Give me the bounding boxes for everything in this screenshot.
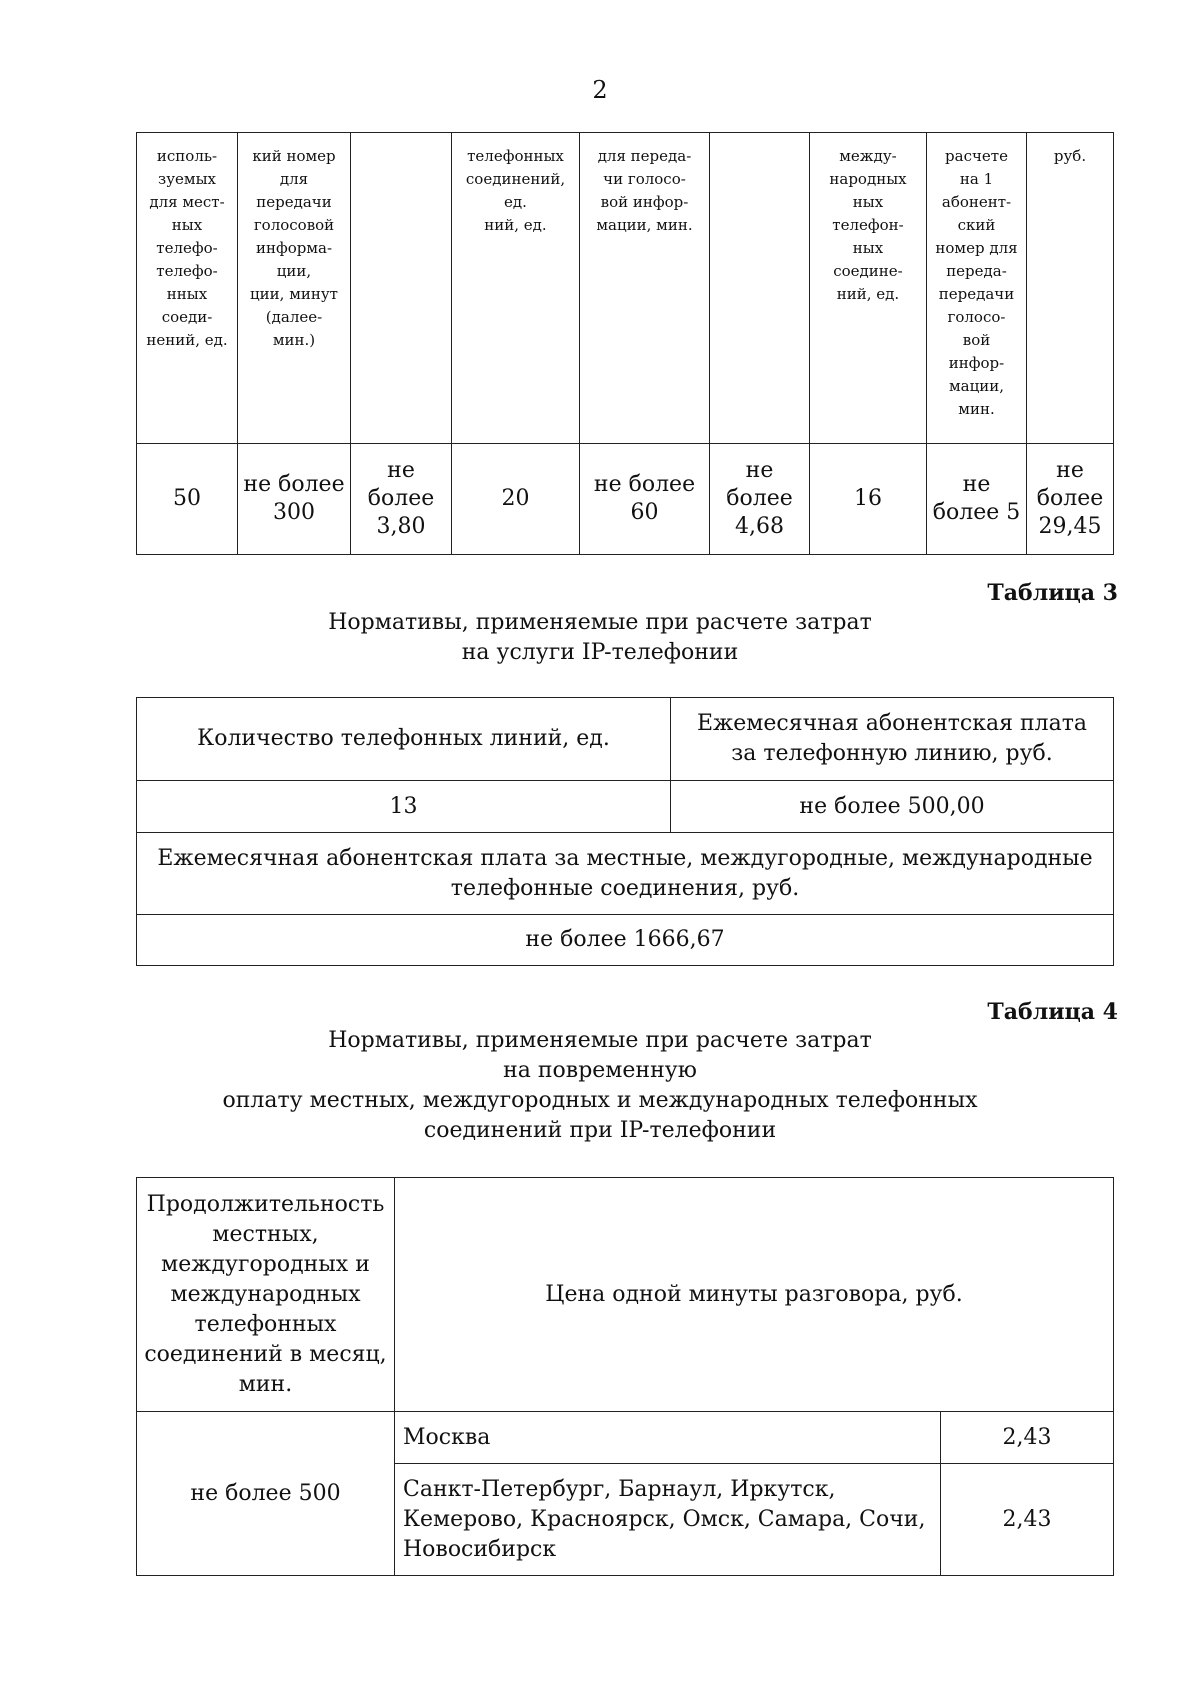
- table-2-header-cell: [927, 133, 1027, 444]
- table-2-header-cell: [810, 133, 927, 444]
- table-3-lines-value: 13: [137, 781, 671, 833]
- table-2-header-line: переда-: [946, 262, 1007, 280]
- table-2-header-cell: [452, 133, 580, 444]
- table-2-value-cell: [810, 444, 927, 555]
- table-2-value-cell: [927, 444, 1027, 555]
- table-2-header-line: ний, ед.: [484, 216, 547, 234]
- table-2-header-line: телефонных: [467, 147, 564, 165]
- table-2-header-line: мин.: [958, 400, 995, 418]
- table-2-header-line: кий номер: [252, 147, 336, 165]
- table-2-value-cell: [580, 444, 710, 555]
- table-2-header-line: ний, ед.: [836, 285, 900, 303]
- table-4-duration-value: не более 500: [137, 1412, 395, 1576]
- table-4-caption-line: на повременную: [503, 1058, 697, 1083]
- table-2-value-line: 60: [630, 500, 659, 525]
- table-2-value-cell: [238, 444, 351, 555]
- table-4-caption-line: Нормативы, применяемые при расчете затрат: [328, 1028, 872, 1053]
- table-2-header-line: ных: [171, 216, 203, 234]
- table-2-value-line: 50: [173, 486, 201, 511]
- table-2-header-line: мации,: [948, 377, 1005, 395]
- table-3-caption-line: Нормативы, применяемые при расчете затрат: [328, 610, 872, 635]
- table-2-header-line: соединений,: [465, 170, 566, 188]
- table-3-col1-header: Количество телефонных линий, ед.: [137, 698, 671, 781]
- table-2-header-line: мин.): [272, 331, 316, 349]
- table-4-caption: [0, 1026, 1200, 1146]
- table-2-header-cell: [238, 133, 351, 444]
- table-3-label: Таблица 3: [987, 580, 1118, 606]
- table-4-city-cell: Санкт-Петербург, Барнаул, Иркутск, Кемерово, Красноярск, Омск, Самара, Сочи, Новосибирск: [395, 1464, 941, 1576]
- table-4-caption-line: оплату местных, междугородных и международных телефонных: [222, 1088, 978, 1113]
- table-2-header-cell: [137, 133, 238, 444]
- table-2-value-cell: [710, 444, 810, 555]
- table-3-connections-value: не более 1666,67: [137, 915, 1114, 966]
- table-2-header-line: чи голосо-: [603, 170, 686, 188]
- table-2-value-row: [137, 444, 1114, 555]
- table-2-header-line: для: [279, 170, 309, 188]
- table-3: [136, 697, 1114, 966]
- table-2-header-line: абонент-: [941, 193, 1012, 211]
- table-4-caption-line: соединений при IP-телефонии: [423, 1118, 777, 1143]
- table-2-header-line: номер для: [935, 239, 1018, 257]
- table-2-value-cell: [452, 444, 580, 555]
- table-2-header-line: ции, минут: [250, 285, 338, 303]
- table-2-value-line: не: [387, 458, 415, 483]
- table-2-header-line: нных: [166, 285, 208, 303]
- table-2-header-cell: [580, 133, 710, 444]
- table-2-header-line: передачи: [938, 285, 1015, 303]
- table-2-value-line: более: [726, 486, 793, 511]
- table-2-value-cell: [1027, 444, 1114, 555]
- table-2-header-line: между-: [839, 147, 897, 165]
- table-2-value-line: более: [367, 486, 435, 511]
- table-2-header-line: передачи: [256, 193, 332, 211]
- table-2-header-line: зуемых: [158, 170, 216, 188]
- table-2-header-line: вой: [962, 331, 991, 349]
- table-2-value-line: не: [745, 458, 774, 483]
- table-2-header-line: для переда-: [597, 147, 692, 165]
- table-2-header-line: ед.: [504, 193, 527, 211]
- page-number: 2: [592, 76, 608, 104]
- table-2-header-line: вой инфор-: [600, 193, 689, 211]
- table-2-value-cell: [351, 444, 452, 555]
- table-2-value-line: 300: [273, 500, 315, 525]
- table-2-header-line: (далее-: [265, 308, 323, 326]
- table-2-header-line: телефо-: [156, 262, 218, 280]
- table-2-header-cell: [710, 133, 810, 444]
- table-4-duration-header: Продолжительность местных, междугородных и международных телефонных соединений в месяц, мин.: [137, 1178, 395, 1412]
- table-2-header-line: инфор-: [948, 354, 1005, 372]
- table-2-header-line: голосо-: [947, 308, 1006, 326]
- table-3-caption-line: на услуги IP-телефонии: [461, 640, 739, 665]
- table-2-header-line: ных: [852, 239, 884, 257]
- table-2-value-line: 29,45: [1038, 514, 1102, 539]
- table-4: [136, 1177, 1114, 1576]
- table-2-header-line: телефо-: [156, 239, 218, 257]
- table-2-header-line: нений, ед.: [146, 331, 228, 349]
- table-2-value-line: не более: [243, 472, 345, 497]
- table-2-header-row: [137, 133, 1114, 444]
- table-2-header-line: ных: [852, 193, 884, 211]
- table-2-header-line: ский: [957, 216, 996, 234]
- table-2-header-cell: [1027, 133, 1114, 444]
- table-2-value-line: не: [962, 472, 991, 497]
- table-3-fee-value: не более 500,00: [671, 781, 1114, 833]
- table-2-value-line: 16: [854, 486, 882, 511]
- table-2-header-line: телефон-: [832, 216, 904, 234]
- table-4-label: Таблица 4: [987, 999, 1118, 1025]
- table-2-header-line: исполь-: [156, 147, 218, 165]
- table-2-value-line: 3,80: [376, 514, 426, 539]
- table-2-value-line: не: [1056, 458, 1084, 483]
- table-2-header-line: расчете: [945, 147, 1008, 165]
- table-2-continuation: [136, 132, 1114, 555]
- table-2-value-cell: [137, 444, 238, 555]
- table-3-connections-header: Ежемесячная абонентская плата за местные, междугородные, международные телефонные соединения, руб.: [137, 833, 1114, 915]
- table-4-price-cell: 2,43: [941, 1464, 1114, 1576]
- table-3-caption: [0, 608, 1200, 668]
- table-2-header-line: соедине-: [833, 262, 903, 280]
- table-2-header-line: информа-: [255, 239, 333, 257]
- table-2-header-line: на 1: [959, 170, 994, 188]
- table-2-header-cell: [351, 133, 452, 444]
- table-2-header-line: руб.: [1053, 147, 1087, 165]
- table-2-value-line: более 5: [932, 500, 1021, 525]
- table-4-price-cell: 2,43: [941, 1412, 1114, 1464]
- table-4-price-header: Цена одной минуты разговора, руб.: [395, 1178, 1114, 1412]
- table-2-header-line: народных: [829, 170, 907, 188]
- table-3-col2-header: Ежемесячная абонентская плата за телефонную линию, руб.: [671, 698, 1114, 781]
- table-2-header-line: мации, мин.: [596, 216, 693, 234]
- table-2-header-line: голосовой: [253, 216, 335, 234]
- table-2-value-line: не более: [593, 472, 696, 497]
- table-2-header-line: для мест-: [149, 193, 225, 211]
- table-2-value-line: более: [1036, 486, 1104, 511]
- table-2-value-line: 20: [501, 486, 530, 511]
- table-2-header-line: ции,: [276, 262, 312, 280]
- table-2-value-line: 4,68: [735, 514, 784, 539]
- table-4-city-cell: Москва: [395, 1412, 941, 1464]
- table-2-header-line: соеди-: [161, 308, 213, 326]
